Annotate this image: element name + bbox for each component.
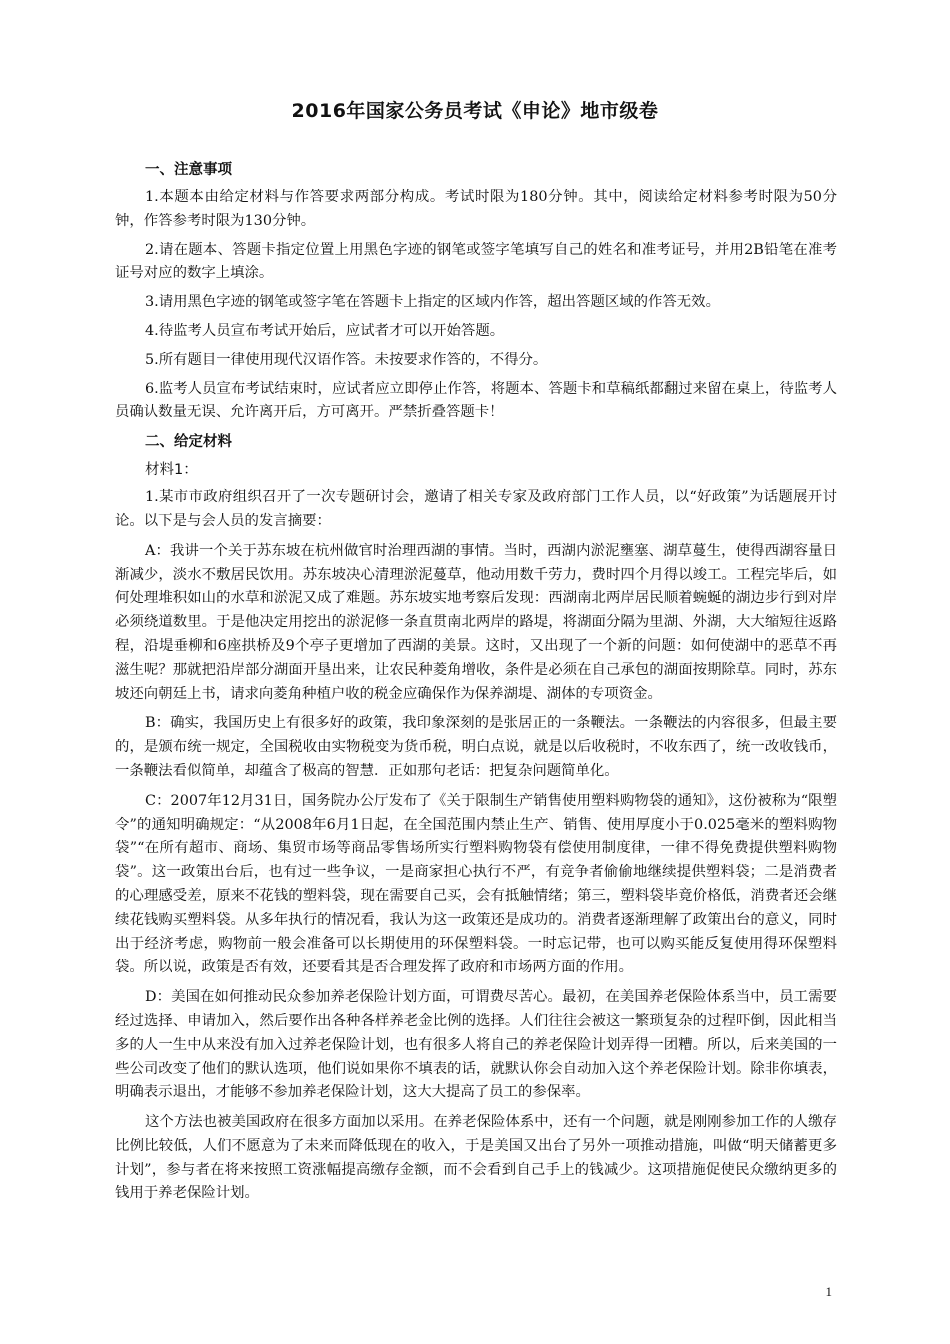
material-paragraph: 这个方法也被美国政府在很多方面加以采用。在养老保险体系中，还有一个问题，就是刚刚参加工作的人缴存比例比较低，人们不愿意为了未来而降低现在的收入，于是美国又出台了另外一项推动措施，叫做“明天储蓄更多计划”，参与者在将来按照工资涨幅提高缴存金额，而不会看到自己手上的钱减少。这项措施促使民众缴纳更多的钱用于养老保险计划。 <box>115 1114 837 1202</box>
notice-item: 4.待监考人员宣布考试开始后，应试者才可以开始答题。 <box>145 322 505 339</box>
material-paragraph: D：美国在如何推动民众参加养老保险计划方面，可谓费尽苦心。最初，在美国养老保险体系当中，员工需要经过选择、申请加入，然后要作出各种各样养老金比例的选择。人们往往会被这一繁琐复杂的过程吓倒，因此相当多的人一生中从来没有加入过养老保险计划，也有很多人将自己的养老保险计划弄得一团糟。所以，后来美国的一些公司改变了他们的默认选项，他们说如果你不填表的话，就默认你会自动加入这个养老保险计划。除非你填表，明确表示退出，才能够不参加养老保险计划，这大大提高了员工的参保率。 <box>115 989 837 1101</box>
notice-item: 5.所有题目一律使用现代汉语作答。未按要求作答的，不得分。 <box>145 351 548 368</box>
document-title: 2016年国家公务员考试《申论》地市级卷 <box>291 100 659 122</box>
notice-item: 2.请在题本、答题卡指定位置上用黑色字迹的钢笔或签字笔填写自己的姓名和准考证号，并用2B铅笔在准考证号对应的数字上填涂。 <box>115 241 837 282</box>
section-heading-notice: 一、注意事项 <box>145 162 232 178</box>
page-number: 1 <box>825 1284 832 1299</box>
material-paragraph: C：2007年12月31日，国务院办公厅发布了《关于限制生产销售使用塑料购物袋的通知》，这份被称为“限塑令”的通知明确规定：“从2008年6月1日起，在全国范围内禁止生产、销售、使用厚度小于0.025毫米的塑料购物袋”“在所有超市、商场、集贸市场等商品零售场所实行塑料购物袋有偿使用制度律，一律不得免费提供塑料购物袋”。这一政策出台后，也有过一些争议，一是商家担心执行不严，有竞争者偷偷地继续提供塑料袋；二是消费者的心理感受差，原来不花钱的塑料袋，现在需要自己买，会有抵触情绪；第三，塑料袋毕竟价格低，消费者还会继续花钱购买塑料袋。从多年执行的情况看，我认为这一政策还是成功的。消费者逐渐理解了政策出台的意义，同时出于经济考虑，购物前一般会准备可以长期使用的环保塑料袋。一时忘记带，也可以购买能反复使用得环保塑料袋。所以说，政策是否有效，还要看其是否合理发挥了政府和市场两方面的作用。 <box>115 792 837 976</box>
material-paragraph: B：确实，我国历史上有很多好的政策，我印象深刻的是张居正的一条鞭法。一条鞭法的内容很多，但最主要的，是颁布统一规定，全国税收由实物税变为货币税，明白点说，就是以后收税时，不收东西了，统一改收钱币，一条鞭法看似简单，却蕴含了极高的智慧．正如那句老话：把复杂问题简单化。 <box>115 715 837 779</box>
material-label: 材料1： <box>145 462 198 479</box>
notice-item: 1.本题本由给定材料与作答要求两部分构成。考试时限为180分钟。其中，阅读给定材料参考时限为50分钟，作答参考时限为130分钟。 <box>115 189 837 229</box>
notice-item: 6.监考人员宣布考试结束时，应试者应立即停止作答，将题本、答题卡和草稿纸都翻过来留在桌上，待监考人员确认数量无误、允许离开后，方可离开。严禁折叠答题卡！ <box>115 380 837 421</box>
document-body <box>115 158 837 1212</box>
material-paragraph: A：我讲一个关于苏东坡在杭州做官时治理西湖的事情。当时，西湖内淤泥壅塞、湖草蔓生，使得西湖容量日渐减少，淡水不敷居民饮用。苏东坡决心清理淤泥蔓草，他动用数千劳力，费时四个月得以竣工。工程完毕后，如何处理堆积如山的水草和淤泥又成了难题。苏东坡实地考察后发现：西湖南北两岸居民顺着蜿蜒的湖边步行到对岸必须绕道数里。于是他决定用挖出的淤泥修一条直贯南北两岸的路堤，将湖面分隔为里湖、外湖，大大缩短往返路程，沿堤垂柳和6座拱桥及9个亭子更增加了西湖的美景。这时，又出现了一个新的问题：如何使湖中的恶草不再滋生呢？那就把沿岸部分湖面开垦出来，让农民种菱角增收，条件是必须在自己承包的湖面按期除草。同时，苏东坡还向朝廷上书，请求向菱角种植户收的税金应确保作为保养湖堤、湖体的专项资金。 <box>115 542 837 702</box>
notice-item: 3.请用黑色字迹的钢笔或签字笔在答题卡上指定的区域内作答，超出答题区域的作答无效。 <box>145 294 720 311</box>
material-paragraph: 1.某市市政府组织召开了一次专题研讨会，邀请了相关专家及政府部门工作人员，以“好政策”为话题展开讨论。以下是与会人员的发言摘要： <box>115 489 837 529</box>
section-heading-materials: 二、给定材料 <box>145 434 232 451</box>
